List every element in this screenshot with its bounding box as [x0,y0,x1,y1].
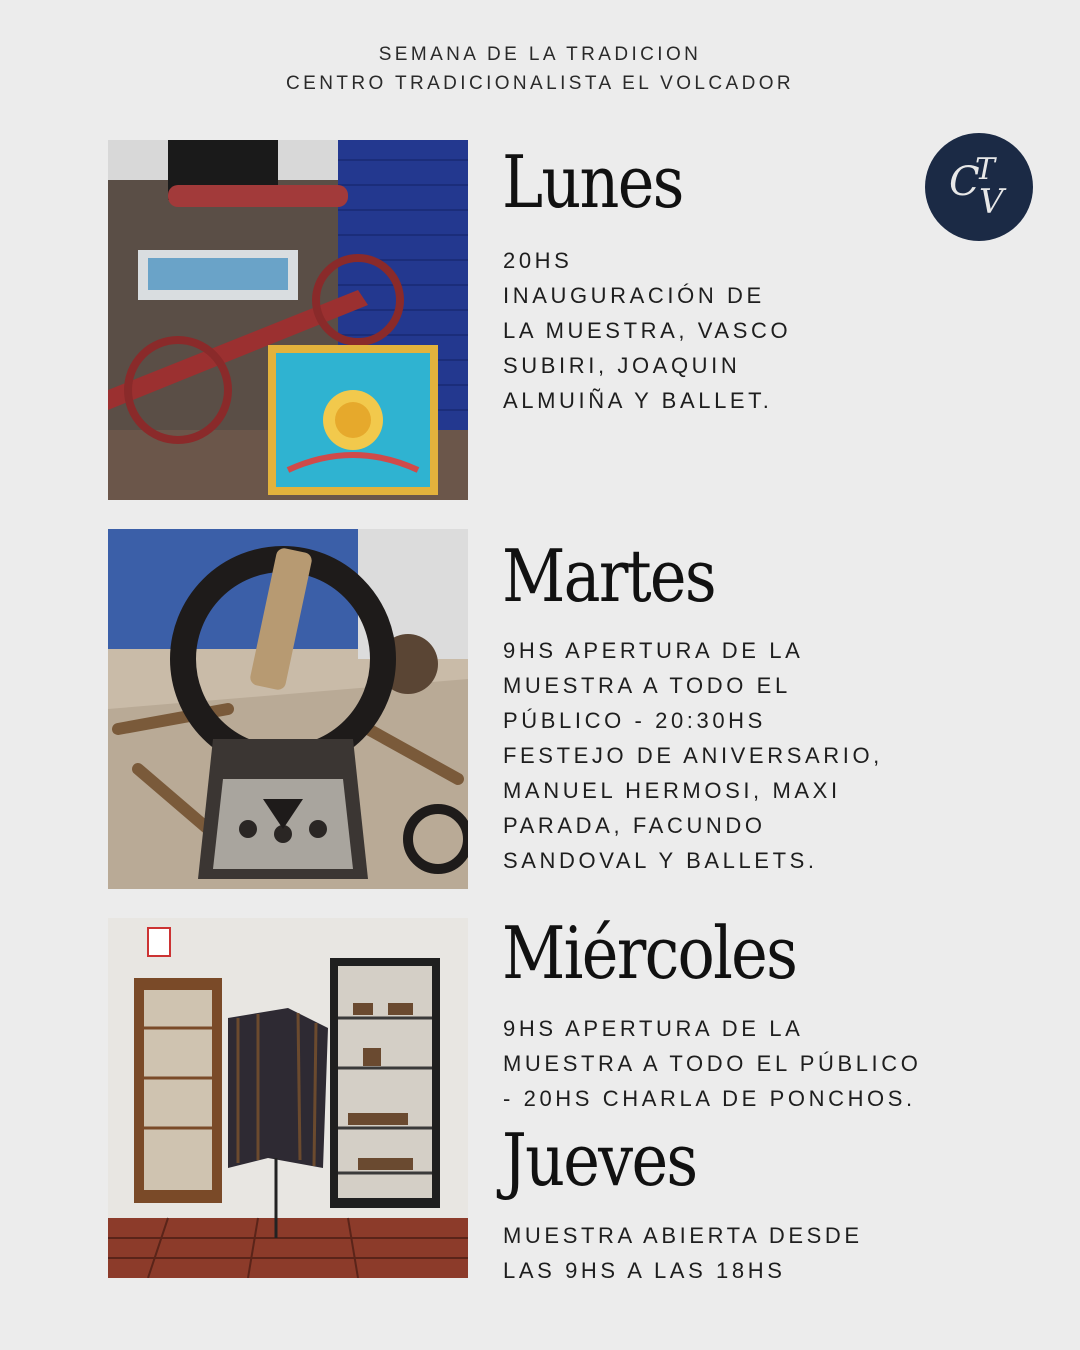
organizer-name: CENTRO TRADICIONALISTA EL VOLCADOR [286,73,794,94]
day-title-lunes: Lunes [502,140,683,224]
day-desc-jueves: MUESTRA ABIERTA DESDE LAS 9HS A LAS 18HS [503,1223,863,1283]
day-desc-miercoles: 9HS APERTURA DE LA MUESTRA A TODO EL PÚBLICO - 20HS CHARLA DE PONCHOS. [503,1016,922,1111]
photo-stirrup [108,529,468,889]
ctv-monogram-icon [925,133,1033,241]
day-title-miercoles: Miércoles [502,911,797,995]
logo-letter-v: V [979,182,1004,222]
day-desc-martes: 9HS APERTURA DE LA MUESTRA A TODO EL PÚBLICO - 20:30HS FESTEJO DE ANIVERSARIO, MANUEL HERMOSI, MAXI PARADA, FACUNDO SANDOVAL Y BALLETS. [503,638,883,873]
logo-letter-c: C [949,159,980,205]
day-desc-lunes: 20HS INAUGURACIÓN DE LA MUESTRA, VASCO SUBIRI, JOAQUIN ALMUIÑA Y BALLET. [503,248,792,413]
photo-cart [108,140,468,500]
logo-letter-t: T [975,152,996,187]
day-title-martes: Martes [502,534,715,618]
day-title-jueves: Jueves [502,1118,697,1202]
event-header [0,40,1080,98]
ctv-logo [925,133,1033,241]
event-title: SEMANA DE LA TRADICION [378,44,702,65]
photo-cabinets [108,918,468,1278]
